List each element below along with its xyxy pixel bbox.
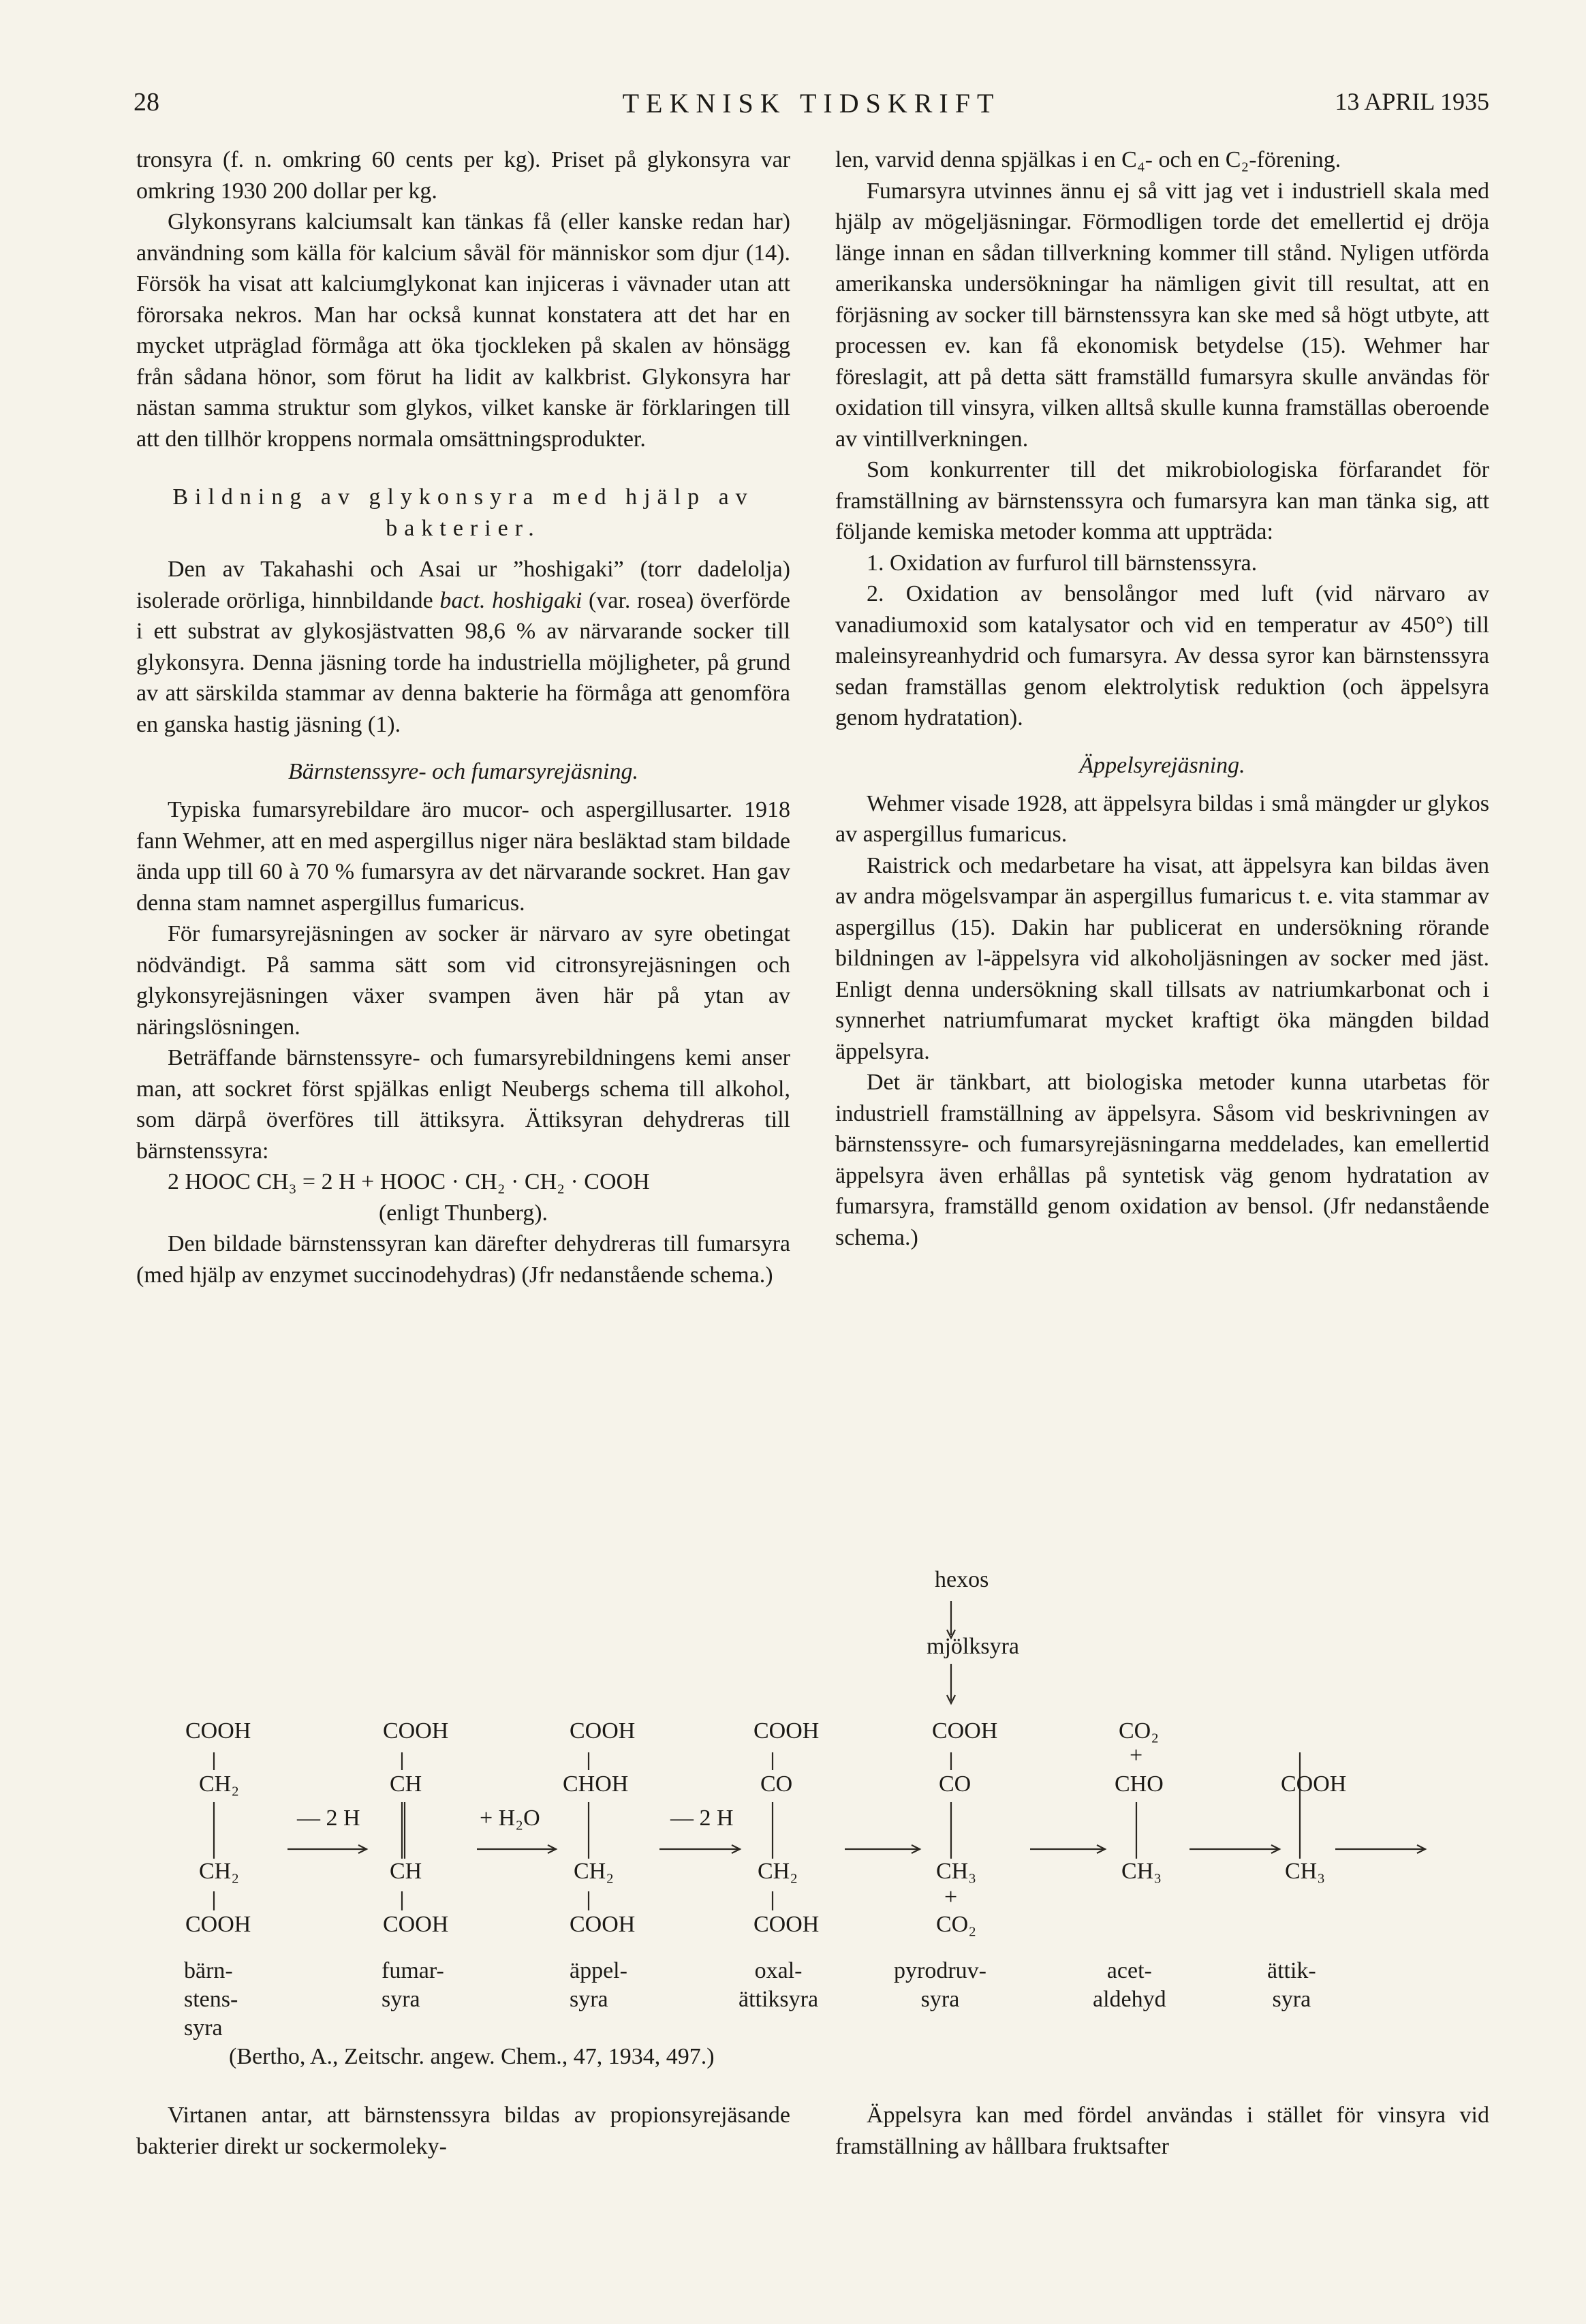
chem-group: COOH <box>1281 1771 1347 1797</box>
chem-group: CO₂ <box>1119 1718 1160 1744</box>
left-paragraph-2: Glykonsyrans kalciumsalt kan tänkas få (eller kanske redan har) användning som källa för kalcium såväl för människor som djur (14). Försök ha visat att kalciumglykonat kan injiceras i vävnader utan att förorsaka nekros. Man har också kunnat konstatera att det har en mycket utpräglad förmåga att öka tjockleken på skalen av hönsägg från sådana hönor, som förut ha lidit av kalkbrist. Glykonsyra har nästan samma struktur som glykos, vilket kanske är förklaringen till att den tillhör kroppens normala omsättningsprodukter. <box>136 209 790 452</box>
species-name: bact. hoshigaki <box>439 587 582 613</box>
chem-group: COOH <box>185 1718 251 1744</box>
compound-name: ättik- syra <box>1267 1958 1316 2012</box>
issue-date: 13 APRIL 1935 <box>1335 88 1489 115</box>
page-number: 28 <box>134 88 159 117</box>
section-heading-fumaric: Bärnstenssyre- och fumarsyrejäsning. <box>287 759 639 784</box>
footer-right-column <box>835 2100 1489 2162</box>
chem-group: COOH <box>570 1718 636 1744</box>
chem-group: CH₂ <box>199 1771 240 1797</box>
right-paragraph-2: Fumarsyra utvinnes ännu ej så vitt jag vet i industriell skala med hjälp av mögeljäsningar. Förmodligen torde det emellertid ej dröja länge innan en sådan tillverkning kommer till stånd. Nyligen utförda amerikanska undersökningar ha nämligen givit till resultat, att en förjäsning av socker till bärnstenssyra kan ske med så högt utbyte, att processen ev. kan få ekonomisk betydelse (15). Wehmer har föreslagit, att på detta sätt framställd fumarsyra skulle användas för oxidation till vinsyra, vilken alltså skulle kunna framställas oberoende av vintillverkningen. <box>835 178 1489 452</box>
left-column <box>136 144 790 1290</box>
method-list-item-2: 2. Oxidation av bensolångor med luft (vid närvaro av vanadiumoxid som katalysator och vid en temperatur av 450°) till maleinsyreanhydrid och fumarsyra. Av dessa syror kan bärnstenssyra sedan framställas genom elektrolytisk reduktion (och äppelsyra genom hydratation). <box>835 581 1489 730</box>
right-paragraph-1: len, varvid denna spjälkas i en C₄- och en C₂-förening. <box>835 147 1341 172</box>
right-paragraph-3: Som konkurrenter till det mikrobiologiska förfarandet för framställning av bärnstenssyra och fumarsyra kan man tänka sig, att följande kemiska metoder komma att uppträda: <box>835 457 1489 544</box>
journal-title: TEKNISK TIDSKRIFT <box>622 88 1001 119</box>
chem-group: CH₂ <box>199 1859 240 1884</box>
chem-group: COOH <box>383 1718 449 1744</box>
left-paragraph-7: Den bildade bärnstenssyran kan därefter dehydreras till fumarsyra (med hjälp av enzymet succinodehydras) (Jfr nedanstående schema.) <box>136 1231 790 1288</box>
compound-name: pyrodruv- syra <box>894 1958 986 2012</box>
chem-group: CH <box>390 1771 422 1797</box>
right-paragraph-5: Raistrick och medarbetare ha visat, att äppelsyra kan bildas även av andra mögelsvampar än aspergillus fumaricus t. e. vita stammar av aspergillus (15). Dakin har publicerat en undersökning rörande bildningen av l-äppelsyra vid alkoholjäsningen av socker med jäst. Enligt denna undersökning skall tillsats av natriumkarbonat och i synnerhet natriumfumarat mycket kraftigt öka mängden bildad äppelsyra. <box>835 852 1489 1064</box>
left-paragraph-4: Typiska fumarsyrebildare äro mucor- och aspergillusarter. 1918 fann Wehmer, att en med aspergillus niger nära besläktad stam bildade ända upp till 60 à 70 % fumarsyra av det närvarande sockret. Han gav denna stam namnet aspergillus fumaricus. <box>136 797 790 916</box>
chem-group: CHOH <box>563 1771 629 1797</box>
compound-name: fumar- syra <box>382 1958 444 2012</box>
footer-right-paragraph: Äppelsyra kan med fördel användas i stället för vinsyra vid framställning av hållbara fruktsafter <box>835 2103 1489 2159</box>
chem-group: CH₃ <box>936 1859 977 1884</box>
right-paragraph-4: Wehmer visade 1928, att äppelsyra bildas i små mängder ur glykos av aspergillus fumaricus. <box>835 790 1489 847</box>
chem-group: COOH <box>570 1912 636 1937</box>
footer-left-column <box>136 2100 790 2162</box>
left-paragraph-3: Den av Takahashi och Asai ur ”hoshigaki” (torr dadelolja) isolerade orörliga, hinnbildande bact. hoshigaki (var. rosea) överförde i ett substrat av glykosjästvatten 98,6 % av närvarande socker till glykonsyra. Denna jäsning torde ha industriella möjligheter, på grund av att särskilda stammar av denna bakterie ha förmåga att genomföra en ganska hastig jäsning (1). <box>136 557 790 737</box>
reaction-condition: + H₂O <box>480 1806 540 1831</box>
chem-group: + <box>944 1885 958 1910</box>
chem-group: COOH <box>932 1718 998 1744</box>
compound-name: oxal- ättiksyra <box>738 1958 819 2012</box>
compound-name: bärn- stens- syra <box>184 1958 238 2041</box>
left-paragraph-1: tronsyra (f. n. omkring 60 cents per kg). Priset på glykonsyra var omkring 1930 200 dollar per kg. <box>136 147 790 204</box>
chem-group: COOH <box>753 1718 820 1744</box>
method-list-item-1: 1. Oxidation av furfurol till bärnstenssyra. <box>867 550 1258 576</box>
equation: 2 HOOC CH₃ = 2 H + HOOC · CH₂ · CH₂ · COOH <box>168 1169 650 1194</box>
chem-group: CH <box>390 1859 422 1884</box>
right-column <box>835 144 1489 1253</box>
reaction-condition: — 2 H <box>670 1806 734 1831</box>
chem-group: CH₂ <box>574 1859 615 1884</box>
scheme-citation: (Bertho, A., Zeitschr. angew. Chem., 47, 1934, 497.) <box>229 2044 715 2069</box>
reaction-scheme <box>136 1567 1499 2078</box>
right-paragraph-6: Det är tänkbart, att biologiska metoder kunna utarbetas för industriell framställning av äppelsyra. Såsom vid beskrivningen av bärnstenssyre- och fumarsyrejäsningarna meddelades, kan emellertid äppelsyra även erhållas på syntetisk väg genom hydratation av fumarsyra, framställd genom oxidation av bensol. (Jfr nedanstående schema.) <box>835 1070 1489 1250</box>
section-heading-malic: Äppelsyrejäsning. <box>1079 752 1245 778</box>
compound-name: acet- aldehyd <box>1093 1958 1166 2012</box>
chem-group: CH₃ <box>1285 1859 1326 1884</box>
hexos-label: hexos <box>935 1567 989 1592</box>
chem-group: CHO <box>1115 1771 1164 1797</box>
section-heading-bacteria: Bildning av glykonsyra med hjälp av bakterier. <box>172 484 754 541</box>
left-paragraph-5: För fumarsyrejäsningen av socker är närvaro av syre obetingat nödvändigt. På samma sätt som vid citronsyrejäsningen och glykonsyrejäsningen växer svampen även här på ytan av näringslösningen. <box>136 921 790 1040</box>
chem-group: COOH <box>383 1912 449 1937</box>
chem-group: COOH <box>753 1912 820 1937</box>
left-paragraph-6: Beträffande bärnstenssyre- och fumarsyrebildningens kemi anser man, att sockret först spjälkas enligt Neubergs schema till alkohol, som därpå överföres till ättiksyra. Ättiksyran dehydreras till bärnstenssyra: <box>136 1045 790 1164</box>
chem-group: COOH <box>185 1912 251 1937</box>
chem-group: CH₂ <box>758 1859 798 1884</box>
chem-group: + <box>1130 1743 1143 1768</box>
page-header <box>134 87 1489 128</box>
equation-note: (enligt Thunberg). <box>378 1200 548 1226</box>
chem-group: CO <box>939 1771 971 1797</box>
compound-name: äppel- syra <box>570 1958 627 2012</box>
footer-left-paragraph: Virtanen antar, att bärnstenssyra bildas av propionsyrejäsande bakterier direkt ur sockermoleky- <box>136 2103 790 2159</box>
chem-group: CH₃ <box>1121 1859 1162 1884</box>
chem-group: CO <box>760 1771 793 1797</box>
lactic-acid-label: mjölksyra <box>927 1634 1019 1659</box>
reaction-condition: — 2 H <box>297 1806 360 1831</box>
chem-group: CO₂ <box>936 1912 977 1937</box>
